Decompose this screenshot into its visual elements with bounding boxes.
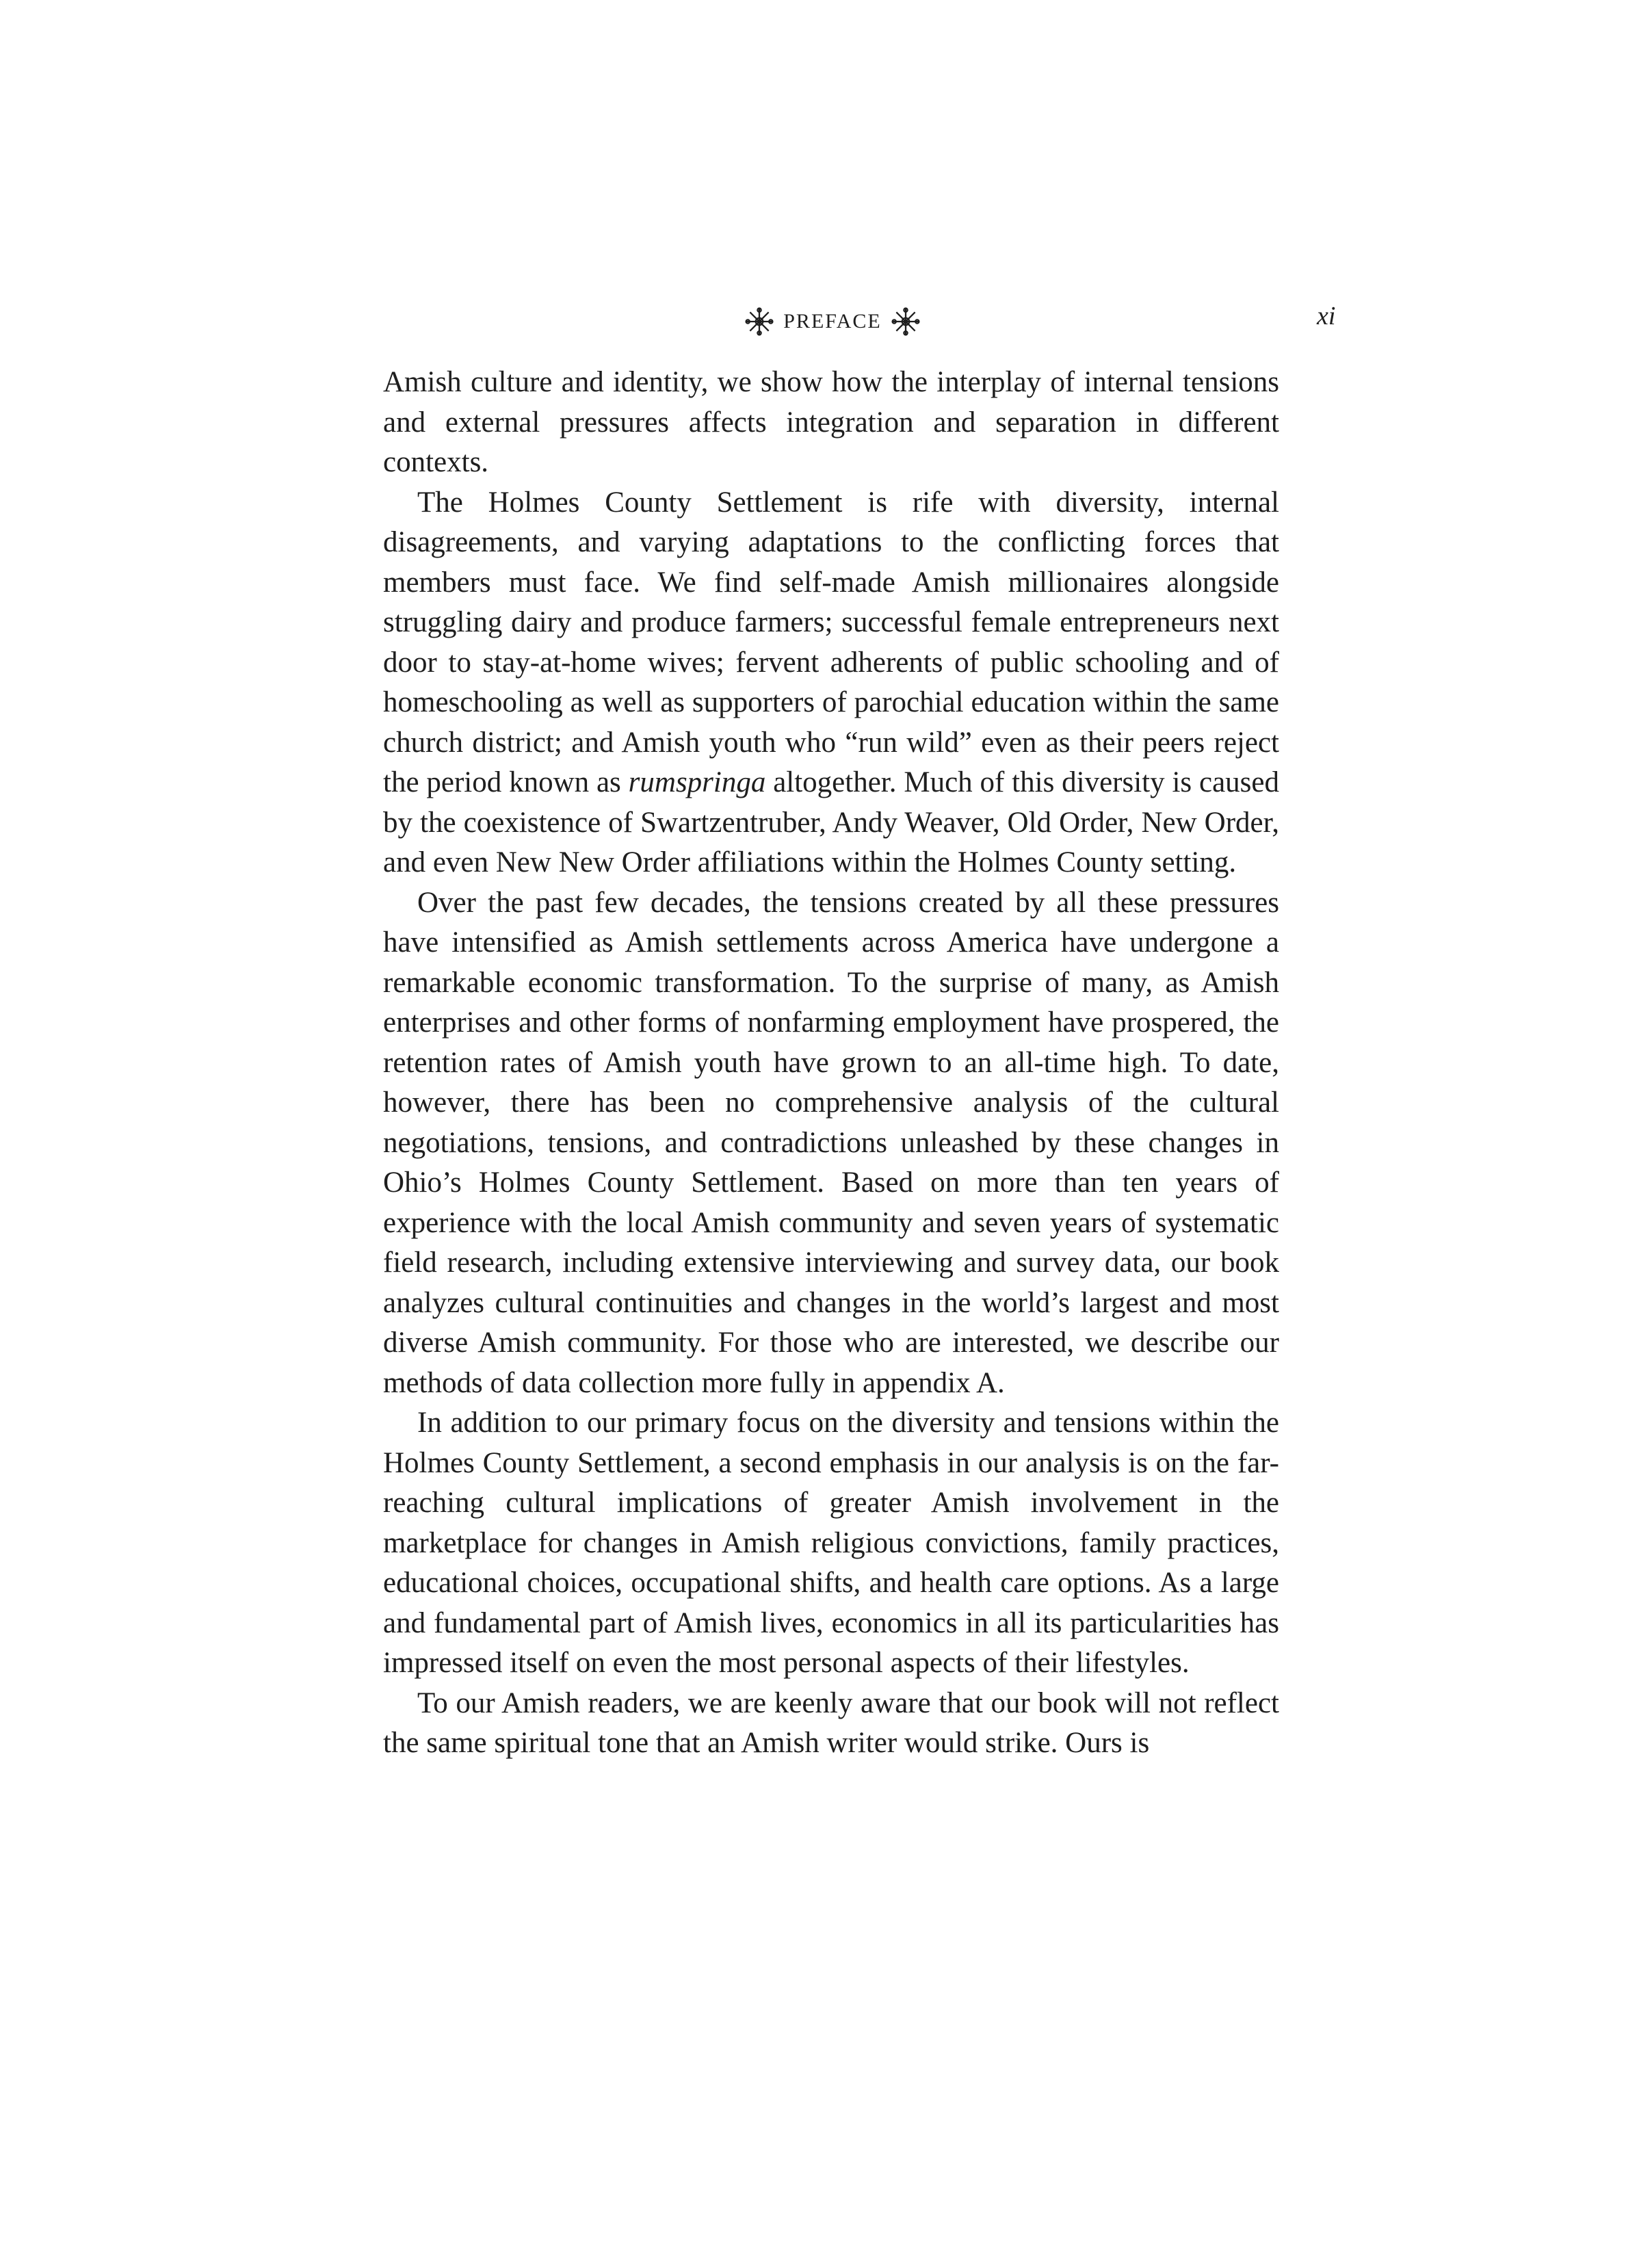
running-head-title: PREFACE (783, 310, 882, 333)
paragraph-continued: Amish culture and identity, we show how the interplay of internal tensions and external pressures affects integration and separation in different contexts. (383, 366, 1279, 478)
page-number: xi (1317, 302, 1336, 330)
running-head-center (740, 294, 925, 349)
paragraph-diversity (383, 483, 1279, 883)
paragraph-text: altogether. Much of this diversity is caused by the coexistence of Swartzentruber, Andy Weaver, Old Order, New Order, and even New New Order affiliations within the Holmes County setting. (383, 766, 1279, 878)
floral-ornament-icon (745, 307, 774, 336)
italic-term: rumspringa (628, 766, 766, 798)
paragraph-amish-readers: To our Amish readers, we are keenly aware that our book will not reflect the same spiritual tone that an Amish writer would strike. Ours is (383, 1686, 1279, 1759)
paragraph-economic-transformation: Over the past few decades, the tensions created by all these pressures have intensified as Amish settlements across America have undergone a remarkable economic transformation. To the surprise of many, as Amish enterprises and other forms of nonfarming employment have prospered, the retention rates of Amish youth have grown to an all-time high. To date, however, there has been no comprehensive analysis of the cultural negotiations, tensions, and contradictions unleashed by these changes in Ohio’s Holmes County Settlement. Based on more than ten years of experience with the local Amish community and seven years of systematic field research, including extensive interviewing and survey data, our book analyzes cultural continuities and changes in the world’s largest and most diverse Amish community. For those who are interested, we describe our methods of data collection more fully in appendix A. (383, 886, 1279, 1399)
body-text (383, 363, 1279, 1764)
floral-ornament-icon (891, 307, 920, 336)
paragraph-second-emphasis: In addition to our primary focus on the diversity and tensions within the Holmes County Settlement, a second emphasis in our analysis is on the far-reaching cultural implications of greater Amish involvement in the marketplace for changes in Amish religious convictions, family practices, educational choices, occupational shifts, and health care options. As a large and fundamental part of Amish lives, economics in all its particularities has impressed itself on even the most personal aspects of their lifestyles. (383, 1407, 1279, 1679)
paragraph-text: The Holmes County Settlement is rife with diversity, internal disagreements, and varying adaptations to the conflicting forces that members must face. We find self-made Amish millionaires alongside struggling dairy and produce farmers; successful female entrepreneurs next door to stay-at-home wives; fervent adherents of public schooling and of homeschooling as well as supporters of parochial education within the same church district; and Amish youth who “run wild” even as their peers reject the period known as (383, 486, 1279, 798)
running-head (0, 294, 1652, 349)
